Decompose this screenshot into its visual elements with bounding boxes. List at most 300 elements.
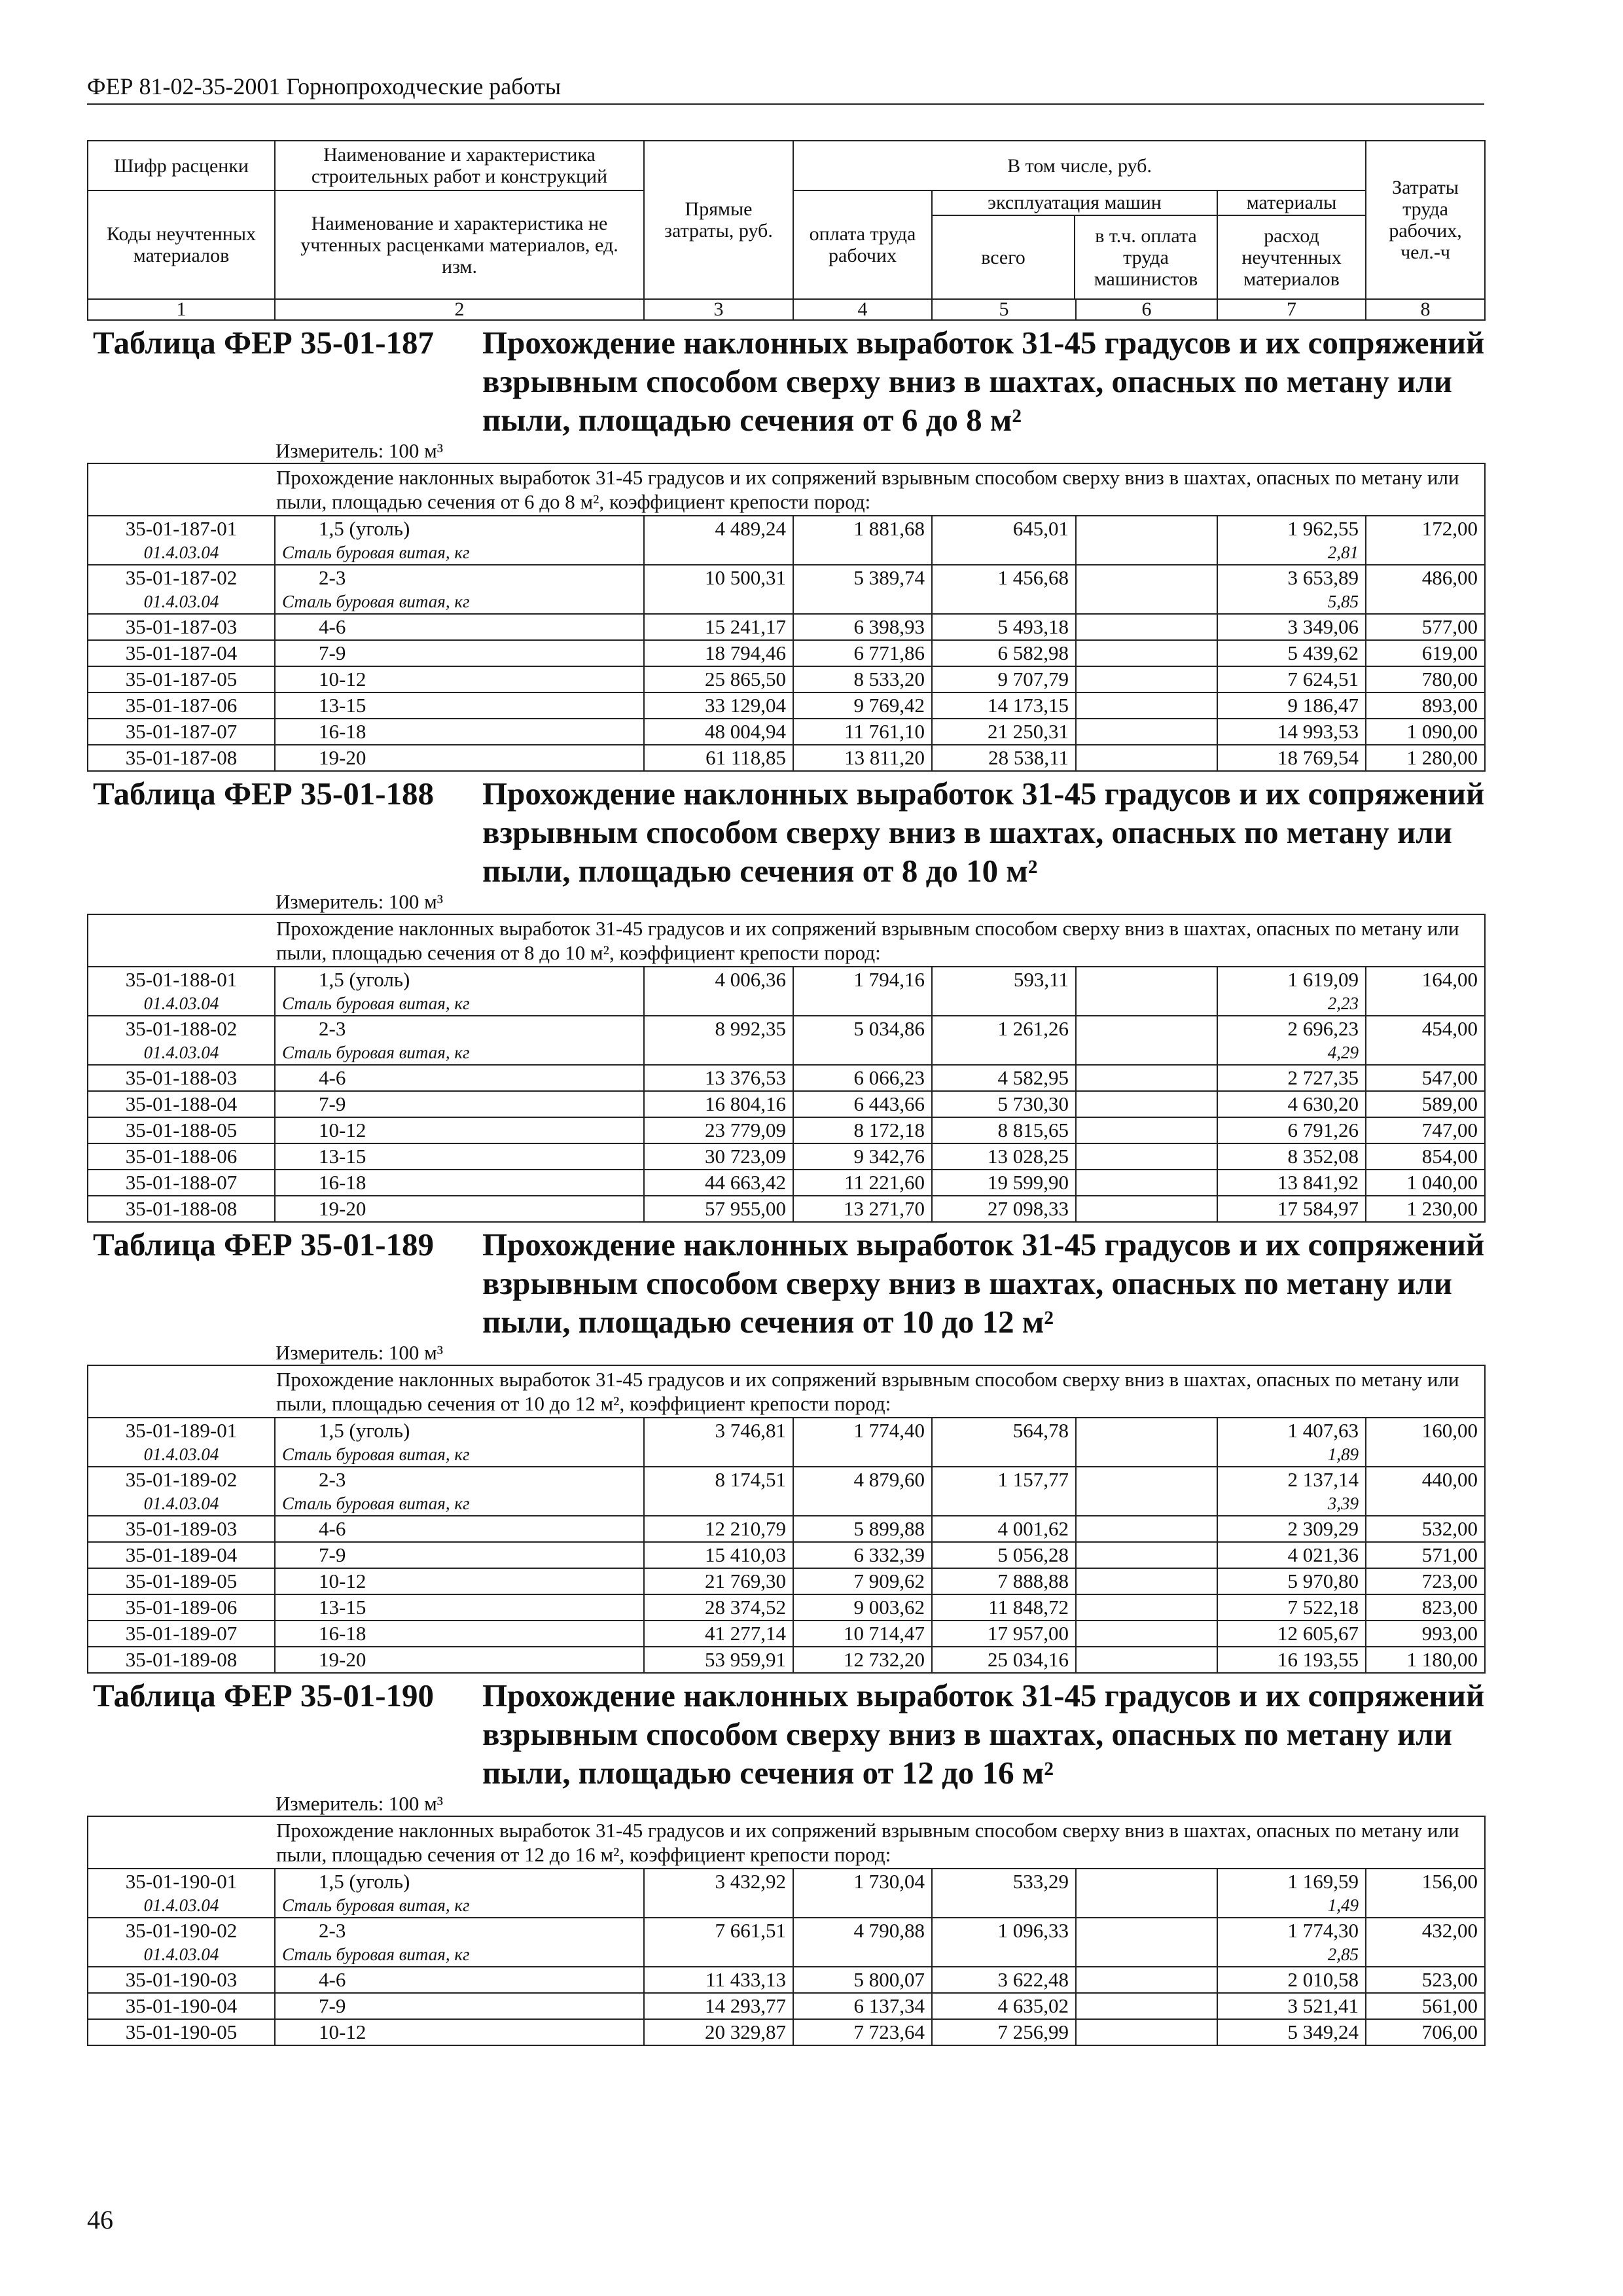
- labor-pay: 6 398,93: [793, 614, 932, 640]
- uncounted-material-row: [88, 1894, 1485, 1918]
- empty-cell: [932, 1041, 1076, 1065]
- rate-code: 35-01-187-03: [88, 614, 275, 640]
- materials: 4 630,20: [1217, 1091, 1366, 1117]
- material-quantity: 2,85: [1217, 1943, 1366, 1967]
- rate-name: 7-9: [275, 1091, 644, 1117]
- table-title: [88, 1676, 1485, 1792]
- material-name: Сталь буровая витая, кг: [275, 1492, 644, 1516]
- rate-code: 35-01-188-04: [88, 1091, 275, 1117]
- empty-cell: [793, 1943, 932, 1967]
- labor-pay: 9 003,62: [793, 1594, 932, 1621]
- table-name: Прохождение наклонных выработок 31-45 градусов и их сопряжений взрывным способом сверху вниз в шахтах, опасных по метану или пыли, площадью сечения от 6 до 8 м²: [482, 325, 1485, 438]
- empty-cell: [1366, 1041, 1485, 1065]
- col-direct-header: Прямые затраты, руб.: [644, 141, 793, 299]
- direct-cost: 41 277,14: [644, 1621, 793, 1647]
- col-uncounted-codes-header: Коды неучтенных материалов: [88, 190, 275, 299]
- machines-total: 1 157,77: [932, 1467, 1076, 1492]
- table-measure: Измеритель: 100 м³: [276, 1792, 444, 1815]
- table-row: [88, 666, 1485, 692]
- rate-code: 35-01-188-07: [88, 1170, 275, 1196]
- price-table: [87, 140, 1486, 2046]
- table-row: [88, 1016, 1485, 1041]
- rate-code: 35-01-187-07: [88, 719, 275, 745]
- rate-name: 10-12: [275, 1568, 644, 1594]
- empty-cell: [1076, 1492, 1217, 1516]
- table-row: [88, 1467, 1485, 1492]
- labor-pay: 8 172,18: [793, 1117, 932, 1143]
- rate-code: 35-01-187-06: [88, 692, 275, 719]
- materials: 1 619,09: [1217, 967, 1366, 992]
- table-label: Таблица ФЕР 35-01-187: [93, 325, 435, 361]
- labor-cost: 747,00: [1366, 1117, 1485, 1143]
- labor-pay: 7 723,64: [793, 2019, 932, 2045]
- material-quantity: 4,29: [1217, 1041, 1366, 1065]
- machines-pay: [1076, 1091, 1217, 1117]
- table-row: [88, 1065, 1485, 1091]
- labor-cost: 723,00: [1366, 1568, 1485, 1594]
- machines-total: 9 707,79: [932, 666, 1076, 692]
- machines-total: 1 261,26: [932, 1016, 1076, 1041]
- labor-cost: 160,00: [1366, 1418, 1485, 1443]
- labor-cost: 1 040,00: [1366, 1170, 1485, 1196]
- materials: 1 407,63: [1217, 1418, 1366, 1443]
- direct-cost: 13 376,53: [644, 1065, 793, 1091]
- rate-code: 35-01-188-08: [88, 1196, 275, 1222]
- labor-pay: 6 137,34: [793, 1993, 932, 2019]
- materials: 12 605,67: [1217, 1621, 1366, 1647]
- direct-cost: 3 432,92: [644, 1869, 793, 1894]
- direct-cost: 18 794,46: [644, 640, 793, 666]
- machines-pay: [1076, 640, 1217, 666]
- table-label: Таблица ФЕР 35-01-188: [93, 776, 435, 812]
- rate-code: 35-01-188-01: [88, 967, 275, 992]
- empty-cell: [793, 992, 932, 1016]
- machines-total: 14 173,15: [932, 692, 1076, 719]
- labor-pay: 1 794,16: [793, 967, 932, 992]
- empty-cell: [644, 1492, 793, 1516]
- material-name: Сталь буровая витая, кг: [275, 590, 644, 614]
- page-number: 46: [87, 2205, 113, 2234]
- empty-cell: [1366, 541, 1485, 565]
- machines-total: 27 098,33: [932, 1196, 1076, 1222]
- rate-name: 13-15: [275, 692, 644, 719]
- labor-cost: 854,00: [1366, 1143, 1485, 1170]
- labor-cost: 993,00: [1366, 1621, 1485, 1647]
- rate-name: 1,5 (уголь): [275, 1869, 644, 1894]
- machines-pay: [1076, 2019, 1217, 2045]
- labor-pay: 4 879,60: [793, 1467, 932, 1492]
- rate-code: 35-01-187-04: [88, 640, 275, 666]
- materials: 1 169,59: [1217, 1869, 1366, 1894]
- col-machines-header: [932, 190, 1217, 299]
- material-code: 01.4.03.04: [88, 1492, 275, 1516]
- empty-cell: [932, 1492, 1076, 1516]
- col-pay-header: оплата труда рабочих: [793, 190, 932, 299]
- labor-pay: 9 769,42: [793, 692, 932, 719]
- material-quantity: 2,81: [1217, 541, 1366, 565]
- labor-pay: 6 332,39: [793, 1542, 932, 1568]
- labor-cost: 486,00: [1366, 565, 1485, 590]
- labor-pay: 1 730,04: [793, 1869, 932, 1894]
- machines-total: 564,78: [932, 1418, 1076, 1443]
- table-title-row: [88, 1222, 1485, 1365]
- table-row: [88, 1621, 1485, 1647]
- column-number: 8: [1366, 299, 1485, 320]
- rate-code: 35-01-189-01: [88, 1418, 275, 1443]
- labor-pay: 6 443,66: [793, 1091, 932, 1117]
- machines-pay-label: в т.ч. оплата труда машинистов: [1094, 224, 1198, 290]
- rate-code: 35-01-187-01: [88, 516, 275, 541]
- empty-cell: [793, 1894, 932, 1918]
- machines-total: 6 582,98: [932, 640, 1076, 666]
- empty-cell: [932, 590, 1076, 614]
- uncounted-material-row: [88, 1443, 1485, 1467]
- table-row: [88, 1918, 1485, 1943]
- rate-code: 35-01-187-02: [88, 565, 275, 590]
- table-row: [88, 1170, 1485, 1196]
- materials: 6 791,26: [1217, 1117, 1366, 1143]
- labor-pay: 11 221,60: [793, 1170, 932, 1196]
- empty-cell: [793, 1443, 932, 1467]
- machines-pay: [1076, 1993, 1217, 2019]
- materials: 17 584,97: [1217, 1196, 1366, 1222]
- machines-total: 5 056,28: [932, 1542, 1076, 1568]
- table-label: Таблица ФЕР 35-01-189: [93, 1227, 435, 1263]
- machines-pay: [1076, 565, 1217, 590]
- table-title-row: [88, 1673, 1485, 1816]
- labor-pay: 12 732,20: [793, 1647, 932, 1673]
- materials: 1 774,30: [1217, 1918, 1366, 1943]
- empty-cell: [932, 1943, 1076, 1967]
- rate-name: 13-15: [275, 1594, 644, 1621]
- column-number: 4: [793, 299, 932, 320]
- rate-name: 2-3: [275, 565, 644, 590]
- table-description-row: [88, 1816, 1485, 1869]
- table-row: [88, 745, 1485, 771]
- rate-code: 35-01-188-06: [88, 1143, 275, 1170]
- rate-name: 10-12: [275, 2019, 644, 2045]
- table-row: [88, 1418, 1485, 1443]
- table-title: [88, 1225, 1485, 1341]
- materials: 14 993,53: [1217, 719, 1366, 745]
- column-number: 1: [88, 299, 275, 320]
- rate-name: 10-12: [275, 666, 644, 692]
- machines-total: 7 888,88: [932, 1568, 1076, 1594]
- materials: 7 522,18: [1217, 1594, 1366, 1621]
- rate-name: 13-15: [275, 1143, 644, 1170]
- direct-cost: 61 118,85: [644, 745, 793, 771]
- material-code: 01.4.03.04: [88, 1443, 275, 1467]
- column-number: 2: [275, 299, 644, 320]
- rate-code: 35-01-189-07: [88, 1621, 275, 1647]
- rate-name: 4-6: [275, 1065, 644, 1091]
- uncounted-material-row: [88, 590, 1485, 614]
- rate-code: 35-01-188-05: [88, 1117, 275, 1143]
- table-description-row: [88, 914, 1485, 967]
- empty-cell: [1076, 1943, 1217, 1967]
- table-row: [88, 1568, 1485, 1594]
- table-measure: Измеритель: 100 м³: [276, 890, 444, 913]
- labor-cost: 823,00: [1366, 1594, 1485, 1621]
- rate-name: 7-9: [275, 640, 644, 666]
- table-row: [88, 1542, 1485, 1568]
- uncounted-material-row: [88, 992, 1485, 1016]
- rate-name: 19-20: [275, 745, 644, 771]
- table-row: [88, 1516, 1485, 1542]
- machines-pay: [1076, 1621, 1217, 1647]
- col-name-uncounted-header: Наименование и характеристика не учтенных расценками материалов, ед. изм.: [275, 190, 644, 299]
- direct-cost: 30 723,09: [644, 1143, 793, 1170]
- materials: 2 309,29: [1217, 1516, 1366, 1542]
- col-incl-header: В том числе, руб.: [793, 141, 1366, 190]
- material-code: 01.4.03.04: [88, 1894, 275, 1918]
- empty-cell: [932, 1894, 1076, 1918]
- labor-cost: 164,00: [1366, 967, 1485, 992]
- material-name: Сталь буровая витая, кг: [275, 992, 644, 1016]
- labor-cost: 1 090,00: [1366, 719, 1485, 745]
- machines-total: 28 538,11: [932, 745, 1076, 771]
- machines-pay: [1076, 666, 1217, 692]
- rate-name: 2-3: [275, 1918, 644, 1943]
- rate-name: 2-3: [275, 1016, 644, 1041]
- machines-pay: [1076, 1170, 1217, 1196]
- direct-cost: 12 210,79: [644, 1516, 793, 1542]
- rate-code: 35-01-190-03: [88, 1967, 275, 1993]
- uncounted-material-row: [88, 1041, 1485, 1065]
- material-code: 01.4.03.04: [88, 541, 275, 565]
- table-row: [88, 1594, 1485, 1621]
- direct-cost: 11 433,13: [644, 1967, 793, 1993]
- empty-cell: [1366, 1492, 1485, 1516]
- table-title: [88, 323, 1485, 439]
- machines-total: 19 599,90: [932, 1170, 1076, 1196]
- machines-pay: [1076, 692, 1217, 719]
- machines-total: 7 256,99: [932, 2019, 1076, 2045]
- labor-cost: 1 230,00: [1366, 1196, 1485, 1222]
- rate-code: 35-01-189-04: [88, 1542, 275, 1568]
- column-number: 5: [932, 299, 1076, 320]
- table-row: [88, 565, 1485, 590]
- labor-cost: 172,00: [1366, 516, 1485, 541]
- direct-cost: 53 959,91: [644, 1647, 793, 1673]
- direct-cost: 4 006,36: [644, 967, 793, 992]
- rate-name: 7-9: [275, 1993, 644, 2019]
- table-row: [88, 516, 1485, 541]
- labor-cost: 706,00: [1366, 2019, 1485, 2045]
- empty-cell: [1366, 1943, 1485, 1967]
- direct-cost: 33 129,04: [644, 692, 793, 719]
- table-row: [88, 1196, 1485, 1222]
- table-title-cell: [88, 1222, 1485, 1365]
- rate-code: 35-01-187-05: [88, 666, 275, 692]
- material-quantity: 3,39: [1217, 1492, 1366, 1516]
- machines-total: 593,11: [932, 967, 1076, 992]
- direct-cost: 4 489,24: [644, 516, 793, 541]
- column-number: 3: [644, 299, 793, 320]
- empty-cell: [932, 541, 1076, 565]
- rate-name: 1,5 (уголь): [275, 1418, 644, 1443]
- rate-name: 1,5 (уголь): [275, 516, 644, 541]
- materials: 2 137,14: [1217, 1467, 1366, 1492]
- empty-cell: [1076, 541, 1217, 565]
- col-name-header: Наименование и характеристика строительных работ и конструкций: [275, 141, 644, 190]
- rate-name: 1,5 (уголь): [275, 967, 644, 992]
- labor-cost: 547,00: [1366, 1065, 1485, 1091]
- empty-cell: [644, 1894, 793, 1918]
- table-row: [88, 1647, 1485, 1673]
- labor-pay: 11 761,10: [793, 719, 932, 745]
- rate-code: 35-01-188-02: [88, 1016, 275, 1041]
- materials: 9 186,47: [1217, 692, 1366, 719]
- material-code: 01.4.03.04: [88, 590, 275, 614]
- empty-cell: [644, 1443, 793, 1467]
- table-title-cell: [88, 1673, 1485, 1816]
- machines-total: 5 493,18: [932, 614, 1076, 640]
- empty-cell: [1076, 992, 1217, 1016]
- empty-cell: [644, 1041, 793, 1065]
- labor-pay: 8 533,20: [793, 666, 932, 692]
- labor-cost: 780,00: [1366, 666, 1485, 692]
- table-row: [88, 1993, 1485, 2019]
- empty-cell: [1076, 1443, 1217, 1467]
- materials: 3 521,41: [1217, 1993, 1366, 2019]
- machines-pay: [1076, 614, 1217, 640]
- materials-label: материалы: [1218, 191, 1365, 216]
- labor-cost: 619,00: [1366, 640, 1485, 666]
- table-label: Таблица ФЕР 35-01-190: [93, 1677, 435, 1713]
- machines-total: 11 848,72: [932, 1594, 1076, 1621]
- machines-pay: [1076, 516, 1217, 541]
- labor-pay: 5 389,74: [793, 565, 932, 590]
- materials: 2 010,58: [1217, 1967, 1366, 1993]
- rate-code: 35-01-189-05: [88, 1568, 275, 1594]
- machines-total: 3 622,48: [932, 1967, 1076, 1993]
- table-description: Прохождение наклонных выработок 31-45 градусов и их сопряжений взрывным способом сверху вниз в шахтах, опасных по метану или пыли, площадью сечения от 8 до 10 м², коэффициент крепости пород:: [88, 914, 1485, 967]
- machines-total: 8 815,65: [932, 1117, 1076, 1143]
- table-row: [88, 967, 1485, 992]
- direct-cost: 16 804,16: [644, 1091, 793, 1117]
- direct-cost: 25 865,50: [644, 666, 793, 692]
- labor-pay: 5 034,86: [793, 1016, 932, 1041]
- machines-total: 4 582,95: [932, 1065, 1076, 1091]
- labor-pay: 6 066,23: [793, 1065, 932, 1091]
- machines-total: 13 028,25: [932, 1143, 1076, 1170]
- machines-pay: [1076, 1143, 1217, 1170]
- table-name: Прохождение наклонных выработок 31-45 градусов и их сопряжений взрывным способом сверху вниз в шахтах, опасных по метану или пыли, площадью сечения от 8 до 10 м²: [482, 776, 1485, 889]
- direct-cost: 14 293,77: [644, 1993, 793, 2019]
- materials: 13 841,92: [1217, 1170, 1366, 1196]
- empty-cell: [644, 541, 793, 565]
- direct-cost: 7 661,51: [644, 1918, 793, 1943]
- machines-pay: [1076, 1065, 1217, 1091]
- material-quantity: 5,85: [1217, 590, 1366, 614]
- empty-cell: [1076, 590, 1217, 614]
- table-measure: Измеритель: 100 м³: [276, 1341, 444, 1364]
- machines-pay: [1076, 1594, 1217, 1621]
- labor-cost: 440,00: [1366, 1467, 1485, 1492]
- rate-name: 10-12: [275, 1117, 644, 1143]
- material-name: Сталь буровая витая, кг: [275, 1443, 644, 1467]
- rate-code: 35-01-188-03: [88, 1065, 275, 1091]
- empty-cell: [1366, 590, 1485, 614]
- machines-total: 5 730,30: [932, 1091, 1076, 1117]
- table-title-row: [88, 771, 1485, 914]
- table-row: [88, 2019, 1485, 2045]
- machines-pay: [1076, 1967, 1217, 1993]
- rate-code: 35-01-190-01: [88, 1869, 275, 1894]
- table-row: [88, 1143, 1485, 1170]
- materials: 8 352,08: [1217, 1143, 1366, 1170]
- materials: 16 193,55: [1217, 1647, 1366, 1673]
- material-name: Сталь буровая витая, кг: [275, 1943, 644, 1967]
- table-description: Прохождение наклонных выработок 31-45 градусов и их сопряжений взрывным способом сверху вниз в шахтах, опасных по метану или пыли, площадью сечения от 12 до 16 м², коэффициент крепости пород:: [88, 1816, 1485, 1869]
- materials: 2 696,23: [1217, 1016, 1366, 1041]
- table-row: [88, 1869, 1485, 1894]
- direct-cost: 3 746,81: [644, 1418, 793, 1443]
- table-row: [88, 1967, 1485, 1993]
- table-description: Прохождение наклонных выработок 31-45 градусов и их сопряжений взрывным способом сверху вниз в шахтах, опасных по метану или пыли, площадью сечения от 10 до 12 м², коэффициент крепости пород:: [88, 1365, 1485, 1418]
- rate-name: 7-9: [275, 1542, 644, 1568]
- labor-cost: 589,00: [1366, 1091, 1485, 1117]
- column-number: 6: [1076, 299, 1217, 320]
- table-description-row: [88, 463, 1485, 516]
- direct-cost: 8 174,51: [644, 1467, 793, 1492]
- empty-cell: [793, 590, 932, 614]
- labor-pay: 10 714,47: [793, 1621, 932, 1647]
- empty-cell: [1076, 1894, 1217, 1918]
- materials: 2 727,35: [1217, 1065, 1366, 1091]
- rate-name: 19-20: [275, 1647, 644, 1673]
- col-code-header: Шифр расценки: [88, 141, 275, 190]
- uncounted-material-row: [88, 541, 1485, 565]
- rate-code: 35-01-190-04: [88, 1993, 275, 2019]
- labor-pay: 5 899,88: [793, 1516, 932, 1542]
- direct-cost: 15 241,17: [644, 614, 793, 640]
- table-description-row: [88, 1365, 1485, 1418]
- labor-pay: 13 271,70: [793, 1196, 932, 1222]
- labor-cost: 577,00: [1366, 614, 1485, 640]
- machines-pay: [1076, 1647, 1217, 1673]
- machines-pay: [1076, 1016, 1217, 1041]
- rate-name: 2-3: [275, 1467, 644, 1492]
- labor-cost: 561,00: [1366, 1993, 1485, 2019]
- machines-pay: [1076, 1568, 1217, 1594]
- materials: 7 624,51: [1217, 666, 1366, 692]
- materials: 3 653,89: [1217, 565, 1366, 590]
- direct-cost: 23 779,09: [644, 1117, 793, 1143]
- column-numbers-row: [88, 299, 1485, 320]
- direct-cost: 28 374,52: [644, 1594, 793, 1621]
- col-labor-header: Затраты труда рабочих, чел.-ч: [1366, 141, 1485, 299]
- empty-cell: [932, 1443, 1076, 1467]
- table-body: [88, 320, 1485, 2045]
- machines-pay: [1076, 1467, 1217, 1492]
- table-description: Прохождение наклонных выработок 31-45 градусов и их сопряжений взрывным способом сверху вниз в шахтах, опасных по метану или пыли, площадью сечения от 6 до 8 м², коэффициент крепости пород:: [88, 463, 1485, 516]
- machines-total: 1 456,68: [932, 565, 1076, 590]
- labor-cost: 156,00: [1366, 1869, 1485, 1894]
- table-row: [88, 692, 1485, 719]
- machines-pay: [1076, 1542, 1217, 1568]
- rate-code: 35-01-189-02: [88, 1467, 275, 1492]
- table-measure: Измеритель: 100 м³: [276, 439, 444, 462]
- rate-code: 35-01-190-05: [88, 2019, 275, 2045]
- table-row: [88, 614, 1485, 640]
- empty-cell: [932, 992, 1076, 1016]
- direct-cost: 44 663,42: [644, 1170, 793, 1196]
- material-name: Сталь буровая витая, кг: [275, 1041, 644, 1065]
- labor-pay: 4 790,88: [793, 1918, 932, 1943]
- machines-total: 1 096,33: [932, 1918, 1076, 1943]
